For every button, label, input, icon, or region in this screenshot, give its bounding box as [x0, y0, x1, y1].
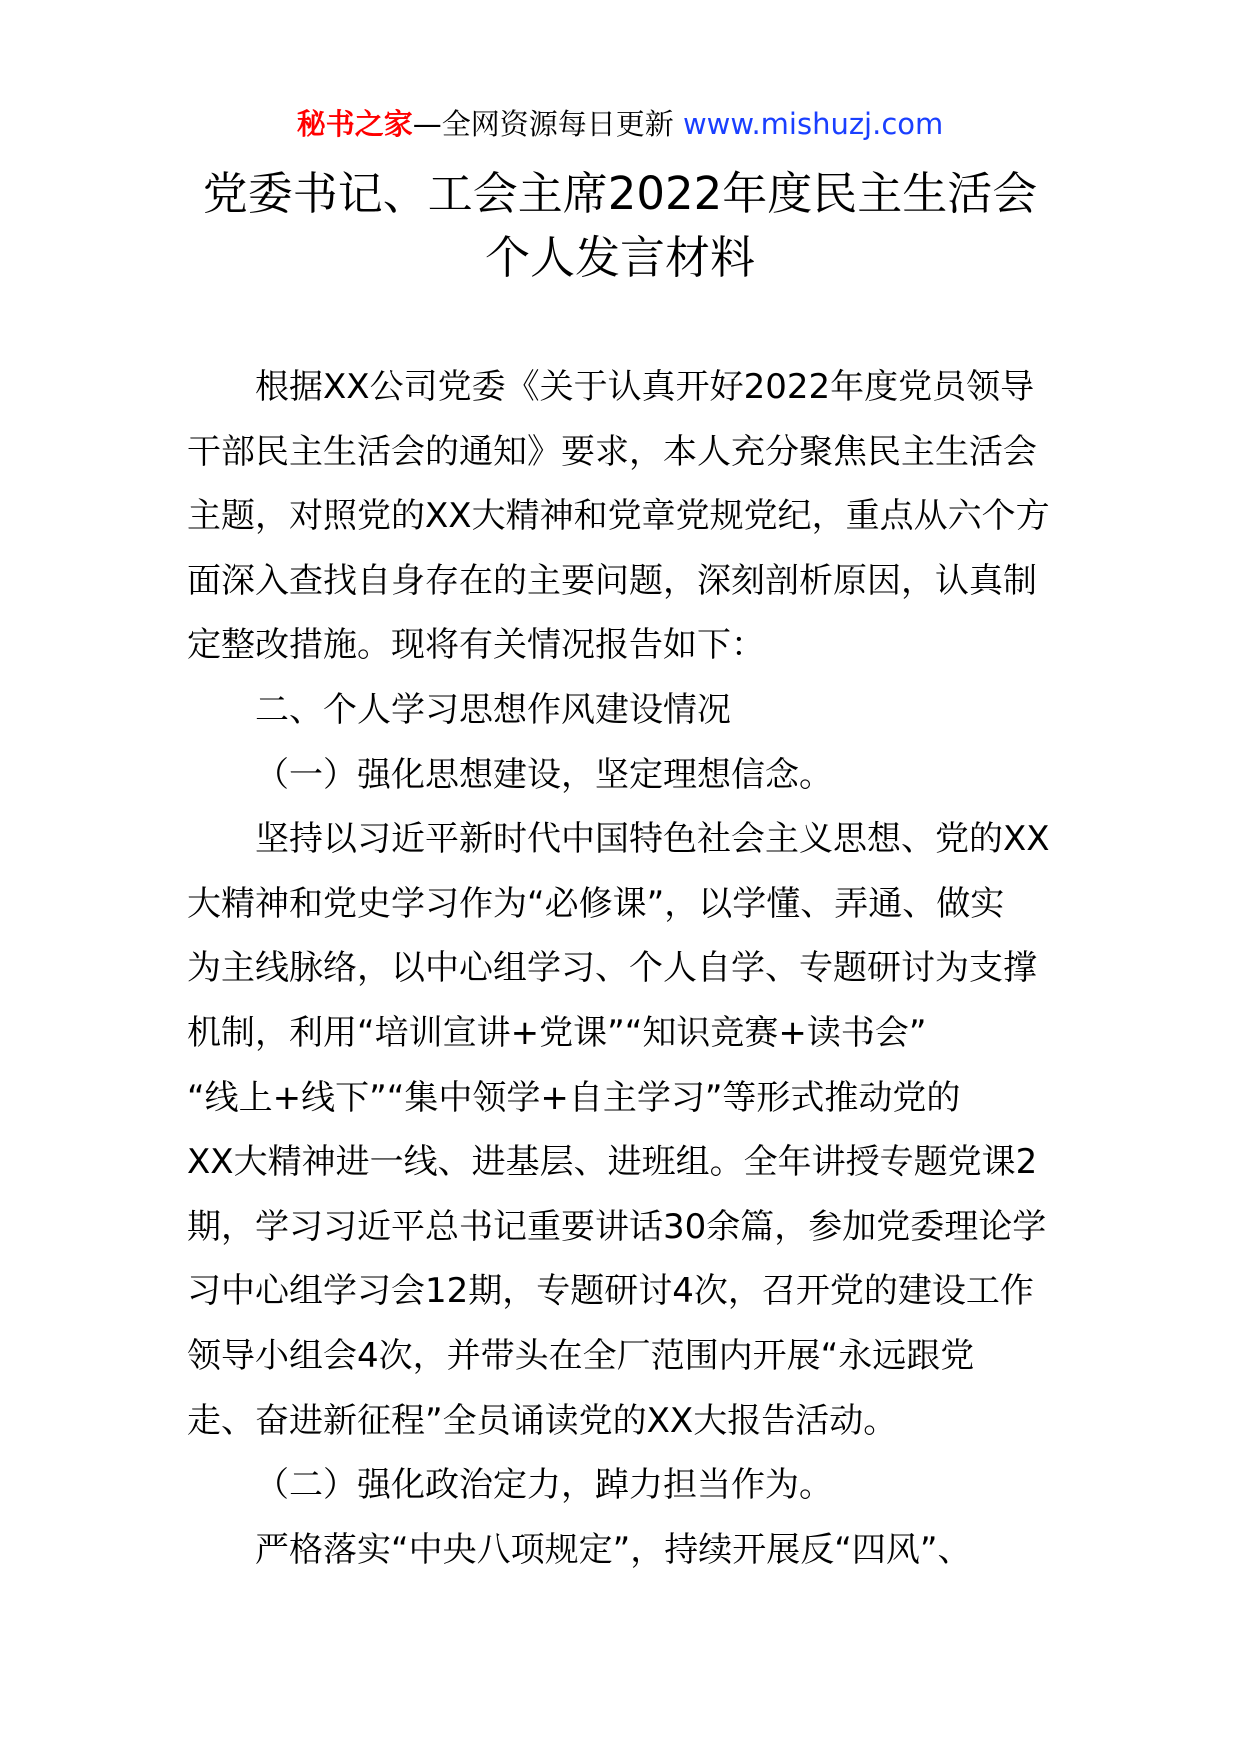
- body-line: 走、奋进新征程”全员诵读党的XX大报告活动。: [187, 1400, 898, 1441]
- body-line: 机制，利用“培训宣讲+党课”“知识竞赛+读书会”: [187, 1012, 927, 1053]
- site-url-link[interactable]: www.mishuzj.com: [682, 107, 944, 141]
- body-line: 习中心组学习会12期，专题研讨4次，召开党的建设工作: [187, 1271, 1034, 1312]
- body-line: 干部民主生活会的通知》要求，本人充分聚焦民主生活会: [187, 431, 1037, 472]
- body-line: XX大精神进一线、进基层、进班组。全年讲授专题党课2: [187, 1142, 1038, 1183]
- title-line-1: 党委书记、工会主席2022年度民主生活会: [202, 167, 1038, 220]
- section-heading: 二、个人学习思想作风建设情况: [255, 689, 731, 730]
- header-tagline: —全网资源每日更新: [412, 107, 674, 141]
- body-line: 定整改措施。现将有关情况报告如下：: [187, 625, 765, 666]
- body-line: 领导小组会4次，并带头在全厂范围内开展“永远跟党: [187, 1335, 975, 1376]
- brand-name: 秘书之家: [296, 107, 413, 141]
- document-body: [187, 355, 1059, 1582]
- subsection-heading: （二）强化政治定力，踔力担当作为。: [255, 1465, 833, 1506]
- body-line: 大精神和党史学习作为“必修课”，以学懂、弄通、做实: [187, 883, 1005, 924]
- body-line: 根据XX公司党委《关于认真开好2022年度党员领导: [255, 367, 1035, 407]
- body-line: 坚持以习近平新时代中国特色社会主义思想、党的XX: [255, 819, 1050, 860]
- body-line: 主题，对照党的XX大精神和党章党规党纪，重点从六个方: [187, 496, 1050, 537]
- site-header: [0, 104, 1240, 144]
- subsection-heading: （一）强化思想建设，坚定理想信念。: [255, 754, 833, 795]
- body-line: 为主线脉络，以中心组学习、个人自学、专题研讨为支撑: [187, 948, 1037, 989]
- title-line-2: 个人发言材料: [484, 231, 755, 284]
- body-line: 严格落实“中央八项规定”，持续开展反“四风”、: [255, 1529, 972, 1570]
- document-title: [0, 162, 1240, 290]
- body-line: “线上+线下”“集中领学+自主学习”等形式推动党的: [187, 1077, 961, 1118]
- body-line: 面深入查找自身存在的主要问题，深刻剖析原因，认真制: [187, 560, 1037, 601]
- body-line: 期，学习习近平总书记重要讲话30余篇，参加党委理论学: [187, 1206, 1047, 1247]
